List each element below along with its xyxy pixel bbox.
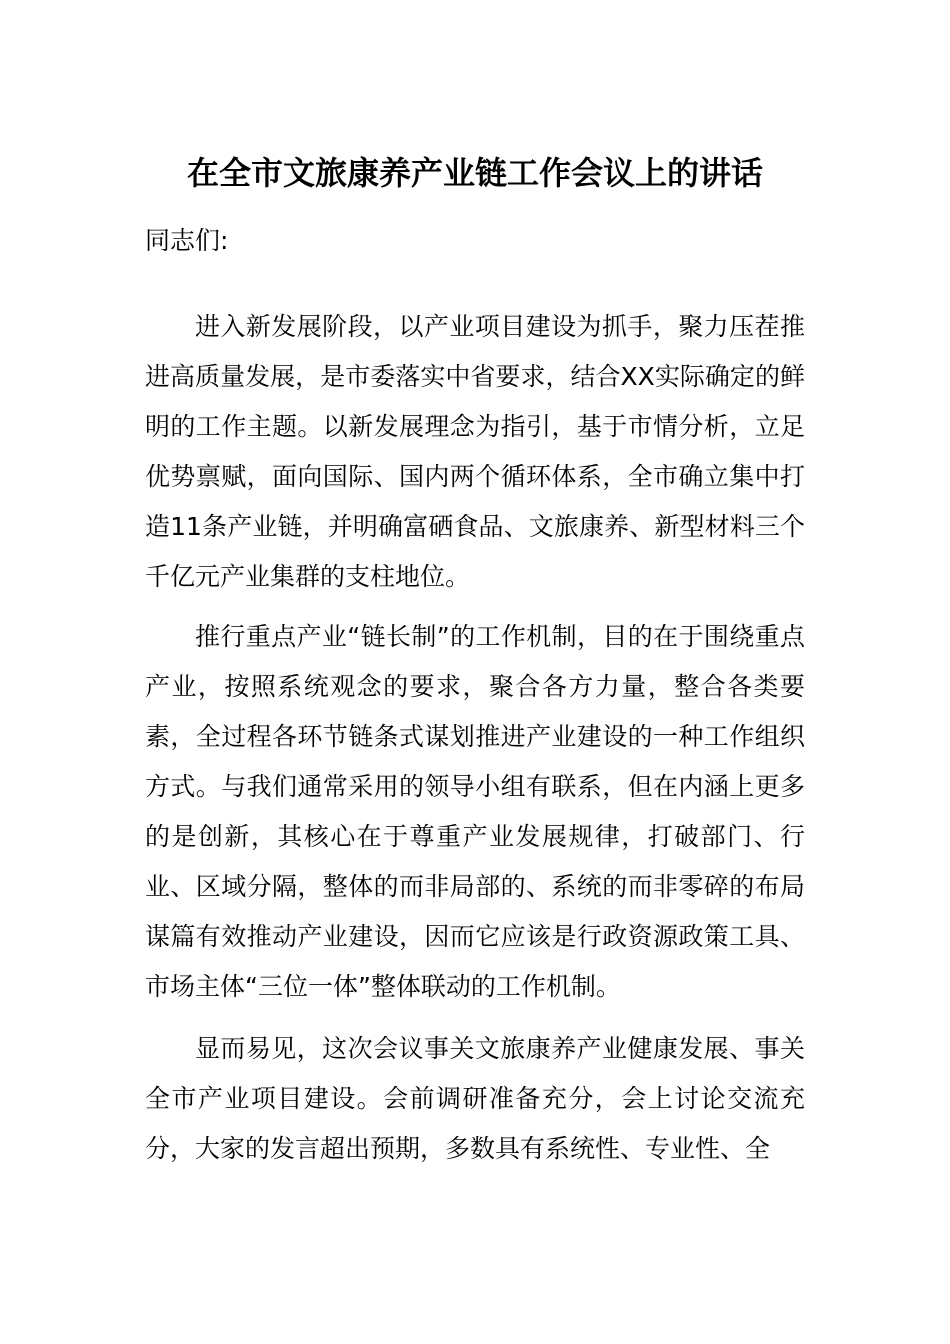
paragraph-1: 进入新发展阶段，以产业项目建设为抓手，聚力压茬推进高质量发展，是市委落实中省要求，结合XX实际确定的鲜明的工作主题。以新发展理念为指引，基于市情分析，立足优势禀赋，面向国际、国内两个循环体系，全市确立集中打造11条产业链，并明确富硒食品、文旅康养、新型材料三个千亿元产业集群的支柱地位。 bbox=[145, 312, 805, 591]
paragraph-3: 显而易见，这次会议事关文旅康养产业健康发展、事关全市产业项目建设。会前调研准备充分，会上讨论交流充分，大家的发言超出预期，多数具有系统性、专业性、全 bbox=[145, 1034, 805, 1163]
document-title: 在全市文旅康养产业链工作会议上的讲话 bbox=[186, 154, 763, 193]
greeting: 同志们: bbox=[145, 226, 229, 255]
paragraph-2: 推行重点产业“链长制”的工作机制，目的在于围绕重点产业，按照系统观念的要求，聚合各方力量，整合各类要素，全过程各环节链条式谋划推进产业建设的一种工作组织方式。与我们通常采用的领导小组有联系，但在内涵上更多的是创新，其核心在于尊重产业发展规律，打破部门、行业、区域分隔，整体的而非局部的、系统的而非零碎的布局谋篇有效推动产业建设，因而它应该是行政资源政策工具、市场主体“三位一体”整体联动的工作机制。 bbox=[145, 622, 805, 1001]
